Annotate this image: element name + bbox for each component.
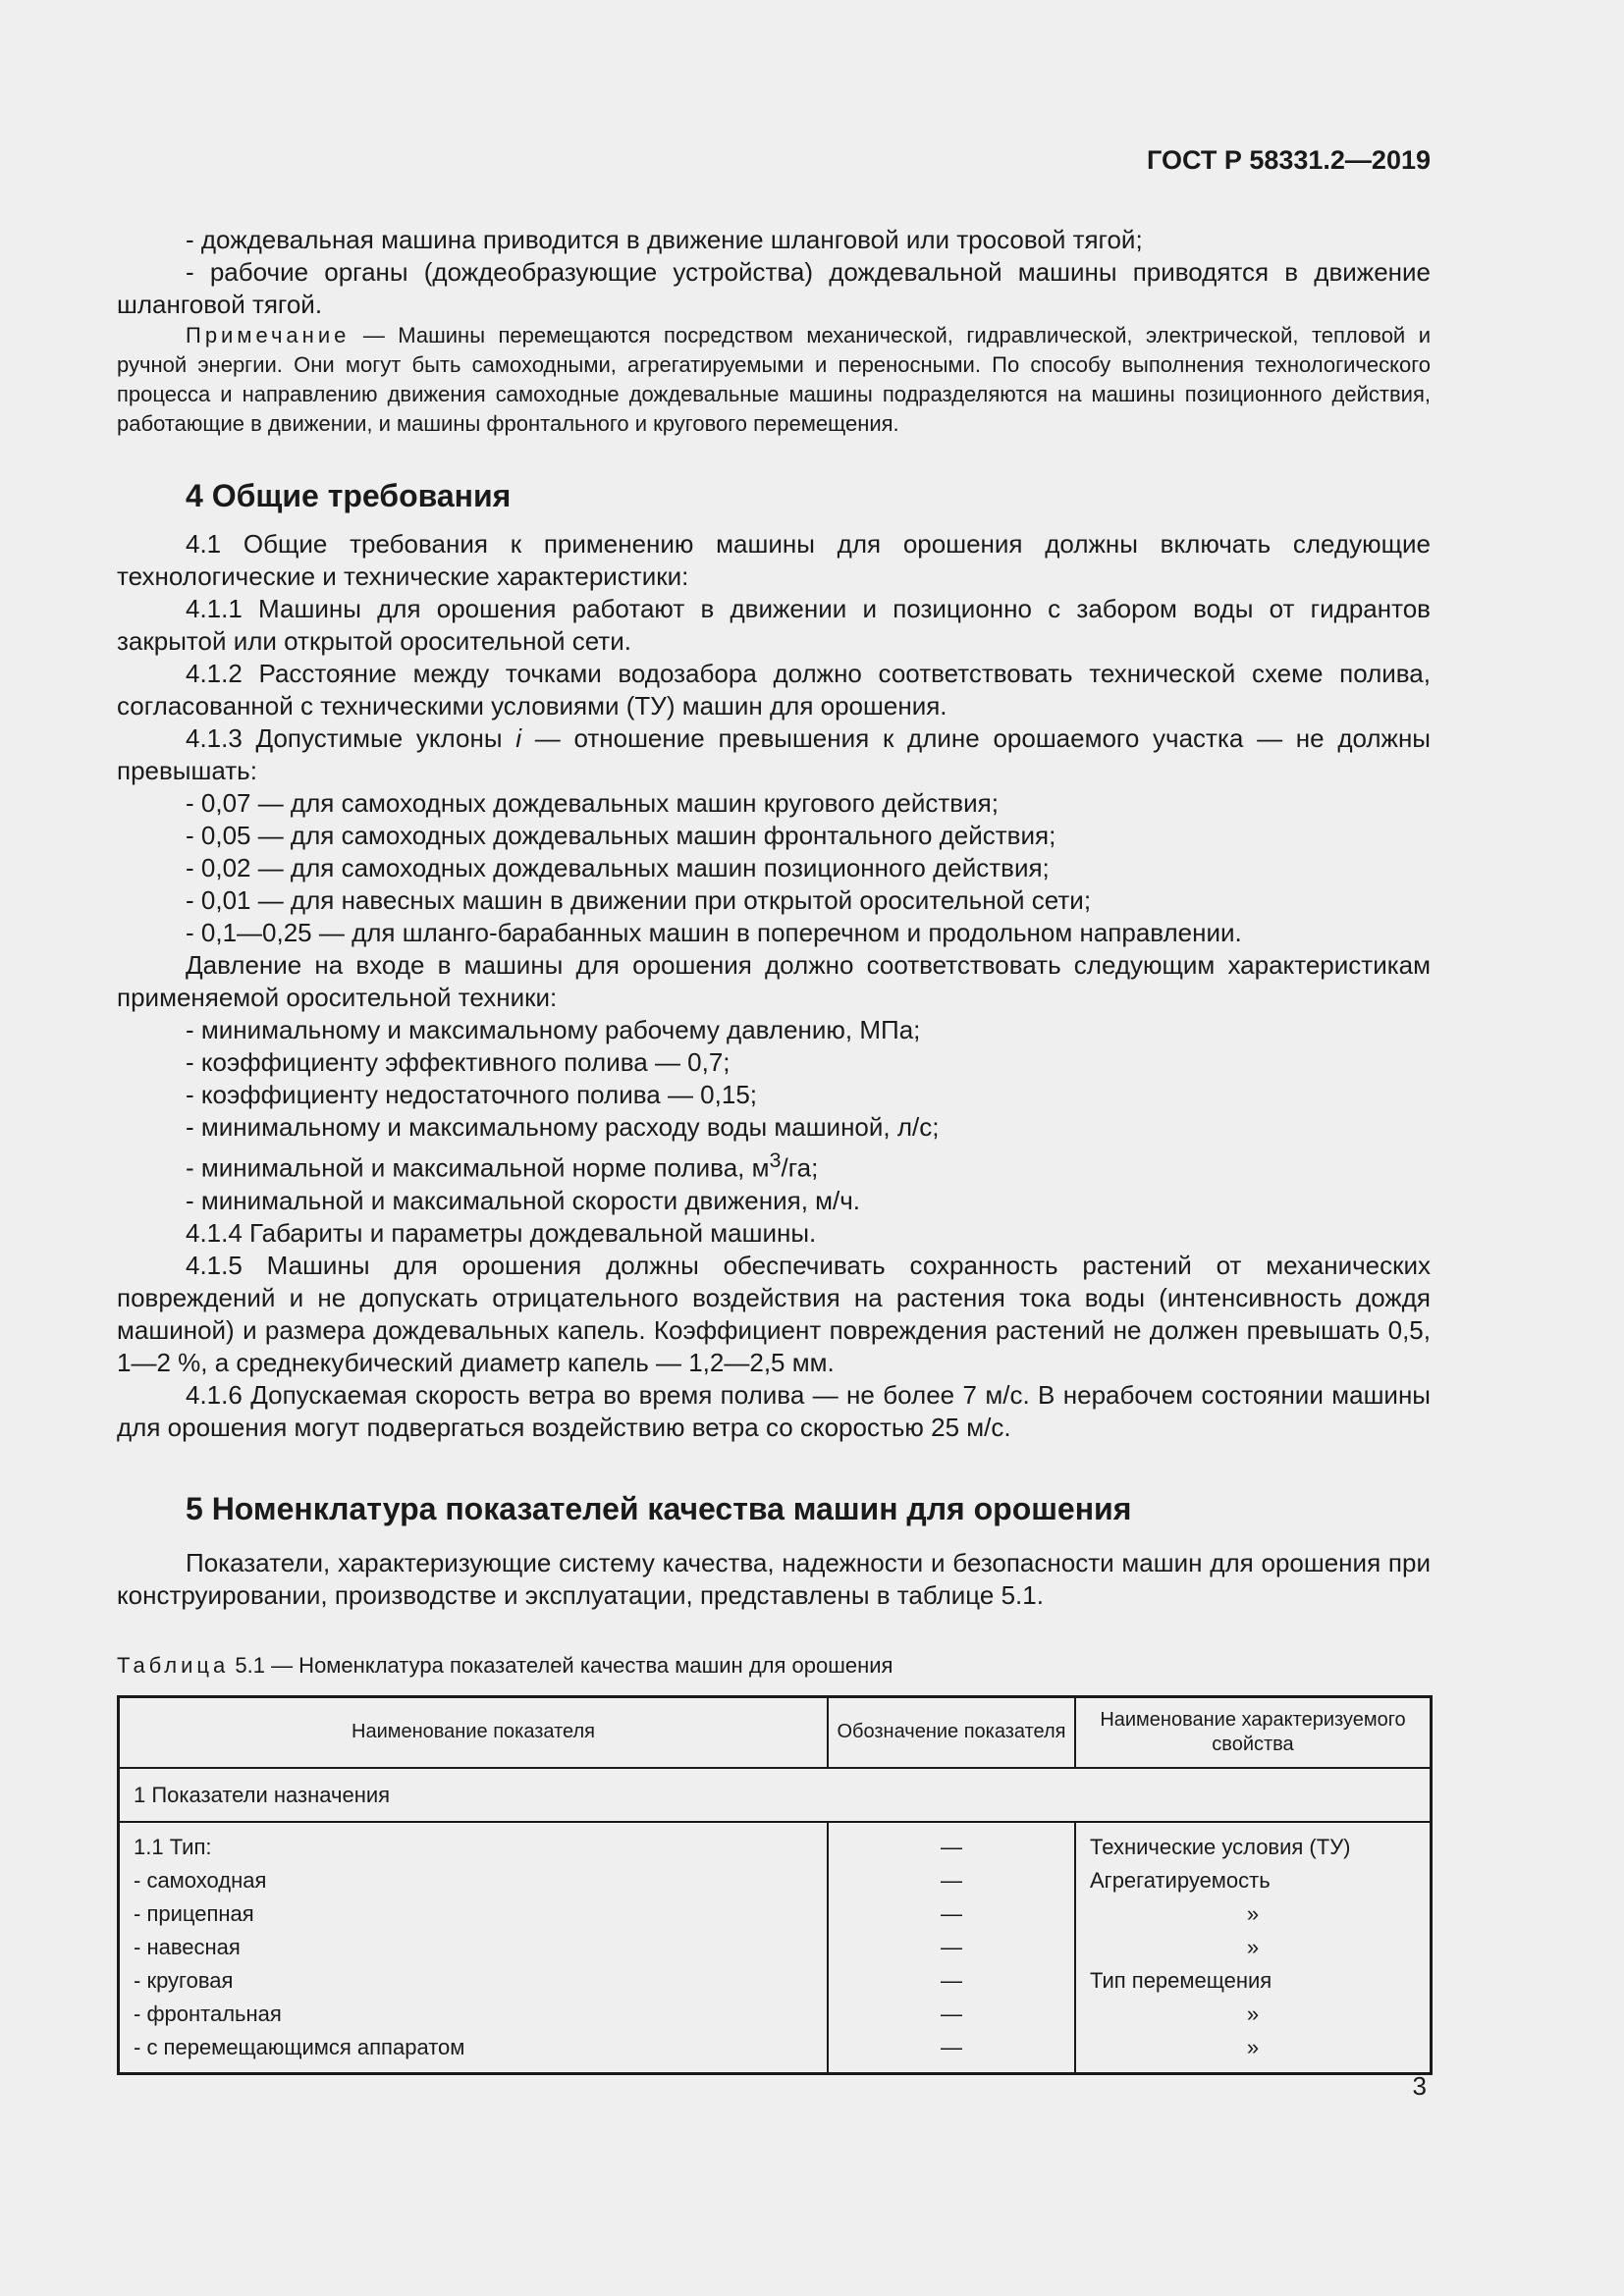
pressure-paragraph: Давление на входе в машины для орошения должно соответствовать следующим характеристикам применяемой оросительной техники: <box>117 950 1431 1012</box>
note-text: — Машины перемещаются посредством механической, гидравлической, электрической, тепловой и ручной энергии. Они могут быть самоходными, агрегатируемыми и переносными. По способу выполнения технологического процесса и направлению движения самоходные дождевальные машины подразделяются на машины позиционного действия, работающие в движении, и машины фронтального и кругового перемещения. <box>117 323 1431 436</box>
char-item-speed: - минимальной и максимальной скорости движения, м/ч. <box>186 1185 861 1215</box>
symbols-cell <box>828 1822 1075 2074</box>
paragraph-4-1-2: 4.1.2 Расстояние между точками водозабора должно соответствовать технической схеме полива, согласованной с техническими условиями (ТУ) машин для орошения. <box>117 659 1431 721</box>
name-item: - самоходная <box>134 1867 267 1893</box>
paragraph-4-1-6: 4.1.6 Допускаемая скорость ветра во время полива — не более 7 м/с. В нерабочем состоянии машины для орошения могут подвергаться воздействию ветра со скоростью 25 м/с. <box>117 1379 1431 1442</box>
slope-item: - 0,01 — для навесных машин в движении при открытой оросительной сети; <box>186 885 1092 915</box>
ditto-mark: » <box>1246 1900 1260 1926</box>
symbol-item: — <box>941 2034 962 2059</box>
char-item: - минимальному и максимальному рабочему давлению, МПа; <box>186 1015 921 1044</box>
header-property-name: Наименование характеризуемого свойства <box>1075 1696 1432 1768</box>
norm-sup: 3 <box>769 1148 782 1172</box>
page-number: 3 <box>1412 2071 1427 2101</box>
header-indicator-name: Наименование показателя <box>119 1696 829 1768</box>
symbol-item: — <box>941 1900 962 1926</box>
slope-item: - 0,05 — для самоходных дождевальных машин фронтального действия; <box>186 821 1056 850</box>
norm-pre: - минимальной и максимальной норме полива, м <box>186 1152 770 1183</box>
ditto-mark: » <box>1246 1934 1260 1959</box>
property-item: Агрегатируемость <box>1090 1867 1271 1893</box>
symbol-item: — <box>941 1934 962 1959</box>
p413-pre: 4.1.3 Допустимые уклоны <box>186 723 516 753</box>
note-label: Примечание <box>186 323 351 347</box>
property-item: Технические условия (ТУ) <box>1090 1834 1351 1859</box>
name-item: 1.1 Тип: <box>134 1834 212 1859</box>
symbol-item: — <box>941 1967 962 1993</box>
paragraph-4-1-1: 4.1.1 Машины для орошения работают в движении и позиционно с забором воды от гидрантов закрытой или открытой оросительной сети. <box>117 594 1431 656</box>
symbol-item: — <box>941 1834 962 1859</box>
char-item: - коэффициенту недостаточного полива — 0,15; <box>186 1080 758 1109</box>
name-item: - круговая <box>134 1967 234 1993</box>
norm-post: /га; <box>781 1152 819 1183</box>
name-item: - прицепная <box>134 1900 254 1926</box>
symbol-item: — <box>941 2001 962 2026</box>
intro-bullet-2: - рабочие органы (дождеобразующие устройства) дождевальной машины приводятся в движение шланговой тягой. <box>117 257 1431 319</box>
section-5-heading: 5 Номенклатура показателей качества машин для орошения <box>186 1490 1132 1526</box>
char-item: - минимальному и максимальному расходу воды машиной, л/с; <box>186 1112 940 1142</box>
table-section-row <box>119 1768 1432 1822</box>
property-item: Тип перемещения <box>1090 1967 1272 1993</box>
names-cell <box>119 1822 829 2074</box>
p413-post: — отношение превышения к длине орошаемого участка — не должны превышать: <box>117 723 1431 785</box>
table-row <box>119 1822 1432 2074</box>
name-item: - фронтальная <box>134 2001 282 2026</box>
paragraph-5: Показатели, характеризующие систему качества, надежности и безопасности машин для орошения при конструировании, производстве и эксплуатации, представлены в таблице 5.1. <box>117 1547 1431 1610</box>
header-indicator-symbol: Обозначение показателя <box>828 1696 1075 1768</box>
section-4-heading: 4 Общие требования <box>186 478 512 513</box>
paragraph-4-1-5: 4.1.5 Машины для орошения должны обеспечивать сохранность растений от механических повреждений и не допускать отрицательного воздействия на растения тока воды (интенсивность дождя машиной) и размера дождевальных капель. Коэффициент повреждения растений не должен превышать 0,5, 1—2 %, а среднекубический диаметр капель — 1,2—2,5 мм. <box>117 1250 1431 1377</box>
table-caption <box>117 1649 1431 1682</box>
table-header-row <box>119 1696 1432 1768</box>
quality-indicators-table <box>117 1695 1433 2075</box>
caption-text: 5.1 — Номенклатура показателей качества машин для орошения <box>229 1652 893 1678</box>
p413-var: i <box>515 723 522 753</box>
paragraph-4-1: 4.1 Общие требования к применению машины для орошения должны включать следующие технологические и технические характеристики: <box>117 529 1431 591</box>
symbol-item: — <box>941 1867 962 1893</box>
slope-item: - 0,1—0,25 — для шланго-барабанных машин в поперечном и продольном направлении. <box>186 918 1242 947</box>
slope-item: - 0,02 — для самоходных дождевальных машин позиционного действия; <box>186 853 1050 882</box>
intro-bullet-1: - дождевальная машина приводится в движение шланговой или тросовой тягой; <box>186 225 1143 254</box>
page-content <box>117 224 1431 2075</box>
properties-cell <box>1075 1822 1432 2074</box>
name-item: - с перемещающимся аппаратом <box>134 2034 465 2059</box>
ditto-mark: » <box>1246 2034 1260 2059</box>
paragraph-4-1-3 <box>117 722 1431 787</box>
char-item-norm <box>117 1144 1431 1185</box>
name-item: - навесная <box>134 1934 241 1959</box>
note-paragraph <box>117 321 1431 439</box>
document-header: ГОСТ Р 58331.2—2019 <box>1147 145 1431 175</box>
slope-item: - 0,07 — для самоходных дождевальных машин кругового действия; <box>186 788 999 818</box>
section-row-cell: 1 Показатели назначения <box>119 1768 1432 1822</box>
ditto-mark: » <box>1246 2001 1260 2026</box>
caption-label: Таблица <box>117 1652 230 1678</box>
paragraph-4-1-4: 4.1.4 Габариты и параметры дождевальной машины. <box>186 1217 817 1248</box>
char-item: - коэффициенту эффективного полива — 0,7; <box>186 1047 731 1077</box>
